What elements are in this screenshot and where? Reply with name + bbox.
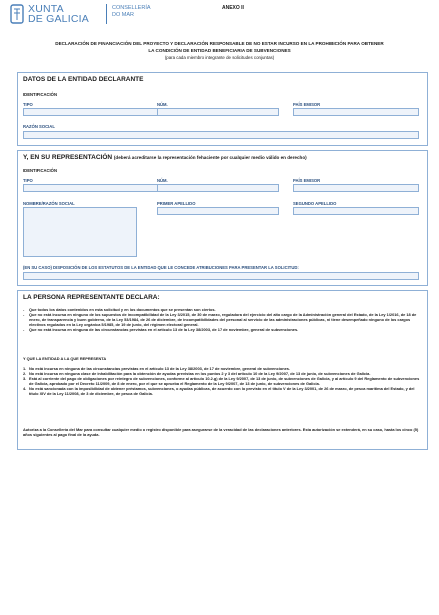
segundo-apellido-field[interactable] <box>293 207 419 215</box>
logo-line-1: XUNTA <box>28 3 64 15</box>
section-title: LA PERSONA REPRESENTANTE DECLARA: <box>23 294 160 301</box>
tipo-label: TIPO <box>23 102 33 107</box>
tipo-label: TIPO <box>23 178 33 183</box>
pais-emisor-field[interactable] <box>293 108 419 116</box>
disposicion-field[interactable] <box>23 272 419 280</box>
numbered-item: 2. No está incursa en ninguna clase de inhabilitación para la obtención de ayudas previstas en los puntos 2 y 3 del artículo 10 de la Ley 9/2007, de 13 de junio, de subvenciones de Galicia. <box>23 371 371 377</box>
declarant-entity-section <box>17 72 428 146</box>
numbered-item: 4. No está sancionada con la imposibilidad de obtener préstamos, subvenciones, o ayudas públicas, de acuerdo con lo previsto en el título V de la Ley 3/2001, de 26 de marzo, de pesca marítima del Estado, y del título XIV de la Ley 11/2008, de 3 de diciembre, de pesca de Galicia. <box>23 386 415 397</box>
item-text: No está sancionada con la imposibilidad de obtener préstamos, subvenciones, o ayudas públicas, de acuerdo con lo previsto en el título V de la Ley 3/2001, de 26 de marzo, de pesca marítima del Estado, y del título XIV de la Ley 11/2008, de 3 de diciembre, de pesca de Galicia. <box>29 386 415 397</box>
declaration-bullet: - Que no está incursa en ninguno de los supuestos de incompatibilidad de la Ley 3/2015, de 30 de marzo, reguladora del ejercicio del alto cargo de la Administración general del Estado, de la Ley 1/2016, de 18 de enero, de transparencia y buen gobierno, de la Ley 53/1984, de 26 de diciembre, de incompatibilidades del personal al servicio de las administraciones públicas, ni tiene desempeñado ninguno de los cargos electivos regulados en la Ley orgánica 5/1985, de 19 de junio, del régimen electoral general. <box>23 312 417 328</box>
num-field[interactable] <box>157 108 279 116</box>
nombre-razon-social-label: NOMBRE/RAZÓN SOCIAL <box>23 201 75 206</box>
title-line-1: DECLARACIÓN DE FINANCIACIÓN DEL PROYECTO Y DECLARACIÓN RESPONSABLE DE NO ESTAR INCURSO EN LA PROHIBICIÓN PARA OBTENER <box>55 41 384 46</box>
document-subtitle: (para cada miembro integrante de solicitudes conjuntas) <box>164 55 275 60</box>
numbered-item: 3. Está al corriente del pago de obligaciones por reintegro de subvenciones, conforme al artículo 10.2.g) de la Ley 9/2007, de 13 de junio, de subvenciones de Galicia, y al artículo 9 del Reglamento de subvenciones de Galicia, aprobado por el Decreto 11/2009, de 8 de enero, por el que se aprueba el Reglamento de la Ley 9/2007, de 13 de junio, de subvenciones de Galicia. <box>23 376 420 387</box>
declaration-bullet: - Que no está incursa en ninguna de las circunstancias previstas en el artículo 13 de la Ley 38/2003, de 17 de noviembre, general de subvenciones. <box>23 327 299 333</box>
entity-heading: Y QUE LA ENTIDAD A LA QUE REPRESENTA <box>23 356 107 361</box>
declaration-section <box>17 290 428 450</box>
section-title-main: Y, EN SU REPRESENTACIÓN <box>23 154 113 161</box>
tipo-field[interactable] <box>23 184 165 192</box>
logo-line-2: DE GALICIA <box>28 13 89 25</box>
representative-section <box>17 150 428 286</box>
num-label: NÚM. <box>157 102 168 107</box>
razon-social-label: RAZÓN SOCIAL <box>23 124 55 129</box>
bullet-text: Que no está incursa en ninguno de los supuestos de incompatibilidad de la Ley 3/2015, de 30 de marzo, reguladora del ejercicio del alto cargo de la Administración general del Estado, de la Ley 1/2016, de 18 de enero, de transparencia y buen gobierno, de la Ley 53/1984, de 26 de diciembre, de incompatibilidades del personal al servicio de las administraciones públicas, ni tiene desempeñado ninguno de los cargos electivos regulados en la Ley orgánica 5/1985, de 19 de junio, del régimen electoral general. <box>29 312 417 328</box>
section-note: (deberá acreditarse la representación fehaciente por cualquier medio válido en derecho) <box>113 155 307 160</box>
xunta-logo <box>10 4 160 32</box>
pais-emisor-label: PAÍS EMISOR <box>293 102 321 107</box>
document-title <box>20 41 419 54</box>
dept-line-1: CONSELLERÍA <box>112 5 151 11</box>
num-label: NÚM. <box>157 178 168 183</box>
tipo-field[interactable] <box>23 108 165 116</box>
declaration-bullet: - Que todos los datos contenidos en esta solicitud y en los documentos que se presentan son ciertos. <box>23 307 216 312</box>
disposicion-label: (EN SU CASO) DISPOSICIÓN DE LOS ESTATUTOS DE LA ENTIDAD QUE LE CONCEDE ATRIBUCIONES PARA PRESENTAR LA SOLICITUD: <box>23 265 299 270</box>
xunta-emblem-icon <box>10 4 24 24</box>
identification-label: IDENTIFICACIÓN <box>23 92 57 97</box>
section-title: DATOS DE LA ENTIDAD DECLARANTE <box>23 76 144 83</box>
page-header <box>0 0 439 40</box>
title-line-2: LA CONDICIÓN DE ENTIDAD BENEFICIARIA DE SUBVENCIONES <box>148 47 291 53</box>
authorization-text: Autoriza a la Consellería del Mar para consultar cualquier medio o registro disponible para asegurarse de la veracidad de las declaraciones anteriores. Esta autorización se extenderá, en su caso, hasta los cinco (5) años siguientes al pago final de la ayuda. <box>23 427 419 438</box>
dept-line-2: DO MAR <box>112 12 134 18</box>
logo-divider <box>106 4 107 24</box>
razon-social-field[interactable] <box>23 131 419 139</box>
item-text: No está incursa en ninguna clase de inhabilitación para la obtención de ayudas previstas en los puntos 2 y 3 del artículo 10 de la Ley 9/2007, de 13 de junio, de subvenciones de Galicia. <box>29 371 371 377</box>
identification-label: IDENTIFICACIÓN <box>23 168 57 173</box>
bullet-text: Que no está incursa en ninguna de las circunstancias previstas en el artículo 13 de la Ley 38/2003, de 17 de noviembre, general de subvenciones. <box>29 327 299 333</box>
primer-apellido-field[interactable] <box>157 207 279 215</box>
representative-declarations <box>23 307 421 332</box>
department-name <box>112 5 151 19</box>
bullet-text: Que todos los datos contenidos en esta solicitud y en los documentos que se presentan son ciertos. <box>29 307 216 312</box>
numbered-item: 1. No está incursa en ninguna de las circunstancias previstas en el artículo 13 de la Ley 38/2003, de 17 de noviembre, general de subvenciones. <box>23 366 290 371</box>
pais-emisor-field[interactable] <box>293 184 419 192</box>
nombre-razon-social-field[interactable] <box>23 207 137 257</box>
primer-apellido-label: PRIMER APELLIDO <box>157 201 196 206</box>
logo-text <box>28 4 89 24</box>
pais-emisor-label: PAÍS EMISOR <box>293 178 321 183</box>
segundo-apellido-label: SEGUNDO APELLIDO <box>293 201 337 206</box>
entity-declarations <box>23 366 421 397</box>
section-title <box>23 154 307 161</box>
item-text: No está incursa en ninguna de las circunstancias previstas en el artículo 13 de la Ley 38/2003, de 17 de noviembre, general de subvenciones. <box>29 366 290 371</box>
num-field[interactable] <box>157 184 279 192</box>
item-text: Está al corriente del pago de obligaciones por reintegro de subvenciones, conforme al artículo 10.2.g) de la Ley 9/2007, de 13 de junio, de subvenciones de Galicia, y al artículo 9 del Reglamento de subvenciones de Galicia, aprobado por el Decreto 11/2009, de 8 de enero, por el que se aprueba el Reglamento de la Ley 9/2007, de 13 de junio, de subvenciones de Galicia. <box>29 376 420 387</box>
annex-label: ANEXO II <box>222 5 244 11</box>
